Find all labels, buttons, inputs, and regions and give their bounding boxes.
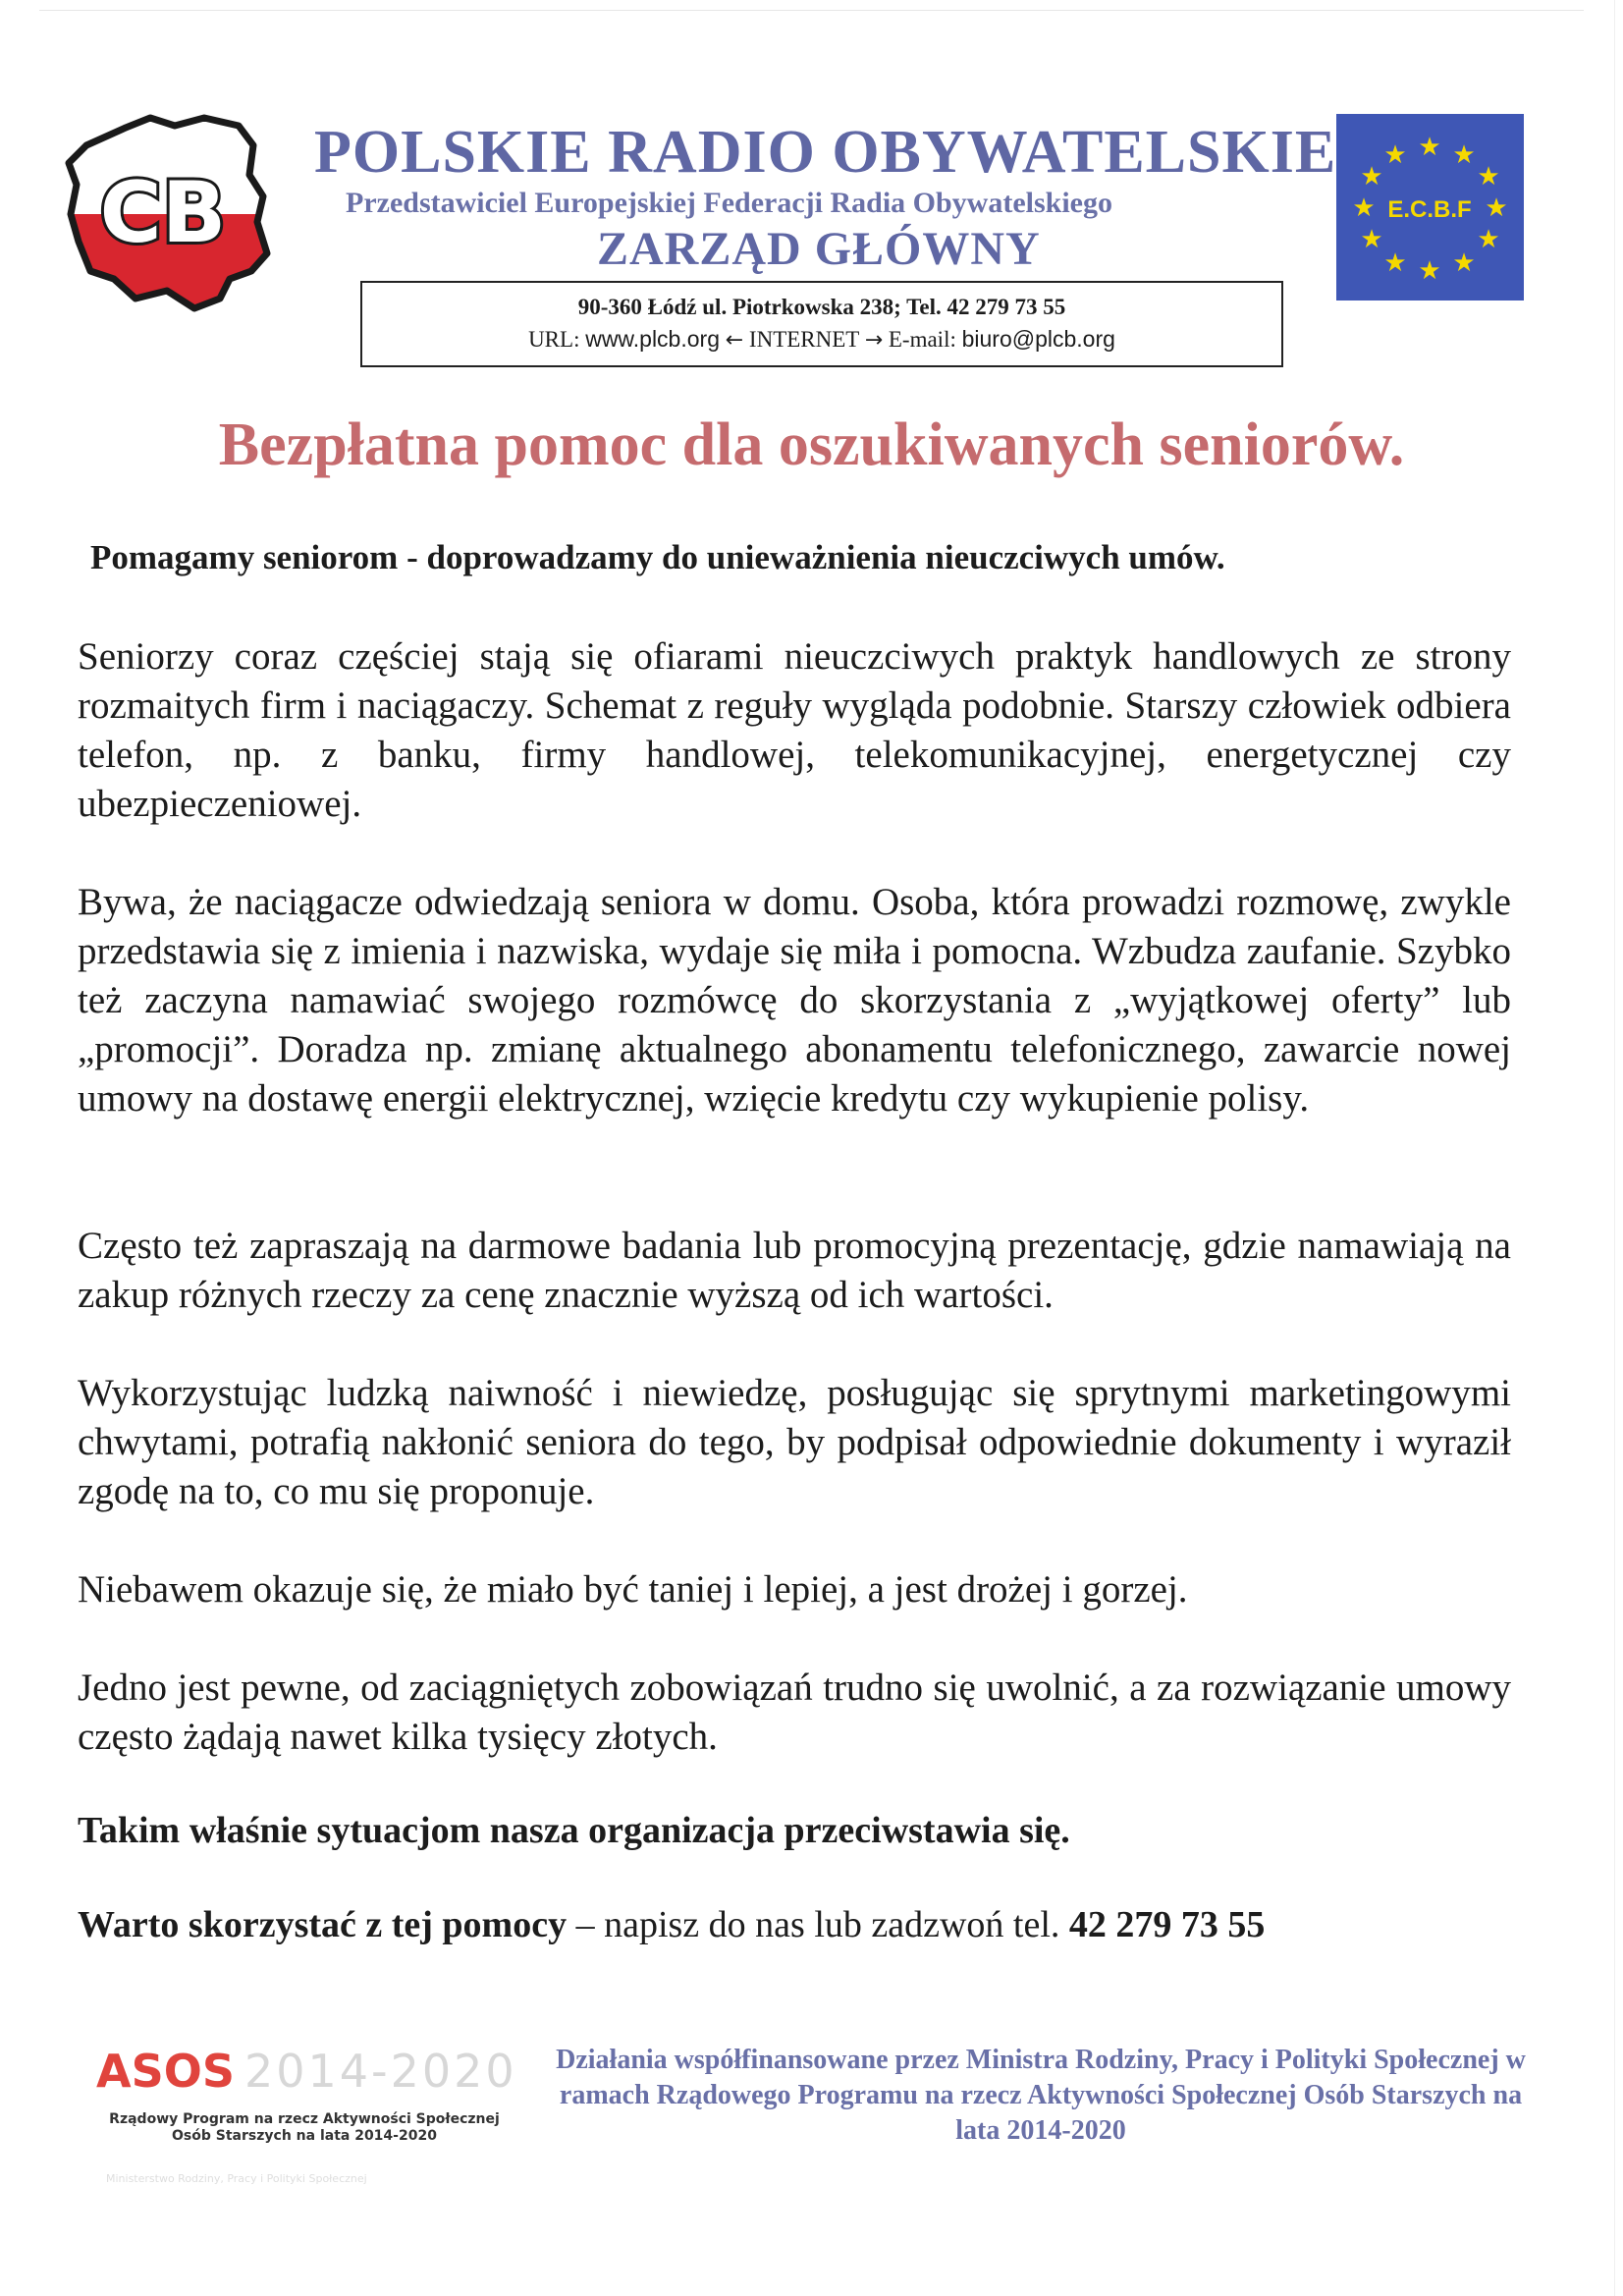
cb-logo-letters: CB — [99, 164, 227, 262]
top-rule — [39, 10, 1584, 11]
ecbf-flag-logo — [1336, 114, 1524, 301]
right-edge-rule — [1614, 0, 1615, 2296]
board-title: ZARZĄD GŁÓWNY — [597, 223, 1041, 275]
asos-logo — [96, 2045, 517, 2098]
address-box — [360, 281, 1283, 367]
email-label: E-mail: — [888, 327, 956, 352]
svg-text:★: ★ — [1452, 248, 1476, 278]
subheadline: Pomagamy seniorom - doprowadzamy do unieważnienia nieuczciwych umów. — [90, 538, 1225, 576]
paragraph-5: Niebawem okazuje się, że miało być taniej i lepiej, a jest drożej i gorzej. — [78, 1568, 1188, 1611]
contact-middle: – napisz do nas lub zadzwoń tel. — [567, 1904, 1069, 1945]
cb-poland-logo — [57, 106, 273, 322]
headline: Bezpłatna pomoc dla oszukiwanych seniorów. — [218, 411, 1405, 478]
left-arrow-icon: ← — [725, 328, 744, 353]
svg-text:★: ★ — [1477, 162, 1500, 191]
svg-text:★: ★ — [1485, 193, 1508, 223]
ecbf-text: E.C.B.F — [1387, 196, 1472, 223]
paragraph-2: Bywa, że naciągacze odwiedzają seniora w domu. Osoba, która prowadzi rozmowę, zwykle przedstawia się z imienia i nazwiska, wydaje się miła i pomocna. Wzbudza zaufanie. Szybko też zaczyna namawiać swojego rozmówcę do skorzystania z „wyjątkowej oferty” lub „promocji”. Doradza np. zmianę aktualnego abonamentu telefonicznego, zawarcie nowej umowy na dostawę energii elektrycznej, wzięcie kredytu czy wykupienie polisy. — [78, 881, 1511, 1120]
paragraph-6: Jedno jest pewne, od zaciągniętych zobowiązań trudno się uwolnić, a za rozwiązanie umowy często żądają nawet kilka tysięcy złotych. — [78, 1667, 1511, 1758]
email-link[interactable]: biuro@plcb.org — [961, 326, 1115, 352]
svg-text:★: ★ — [1383, 140, 1407, 170]
svg-text:★: ★ — [1452, 140, 1476, 170]
address-line: 90-360 Łódź ul. Piotrkowska 238; Tel. 42 279 73 55 — [577, 295, 1066, 319]
svg-text:★: ★ — [1383, 248, 1407, 278]
asos-word: ASOS — [96, 2045, 235, 2098]
svg-text:★: ★ — [1360, 225, 1383, 254]
org-title: POLSKIE RADIO OBYWATELSKIE — [314, 119, 1337, 186]
contact-call — [78, 1903, 1511, 1946]
asos-ministry: Ministerstwo Rodziny, Pracy i Polityki Społecznej — [106, 2172, 367, 2185]
svg-text:★: ★ — [1418, 133, 1441, 162]
org-subtitle: Przedstawiciel Europejskiej Federacji Radia Obywatelskiego — [346, 187, 1112, 219]
paragraph-4: Wykorzystując ludzką naiwność i niewiedzę, posługując się sprytnymi marketingowymi chwytami, potrafią nakłonić seniora do tego, by podpisał odpowiednie dokumenty i wyraził zgodę na to, co mu się proponuje. — [78, 1372, 1511, 1512]
contact-phone[interactable]: 42 279 73 55 — [1068, 1904, 1266, 1945]
contact-line — [362, 326, 1281, 353]
internet-label: INTERNET — [748, 327, 859, 352]
website-link[interactable]: www.plcb.org — [585, 326, 720, 352]
svg-text:★: ★ — [1418, 256, 1441, 286]
paragraph-3: Często też zapraszają na darmowe badania lub promocyjną prezentację, gdzie namawiają na zakup różnych rzeczy za cenę znacznie wyższą od ich wartości. — [78, 1225, 1511, 1316]
svg-text:★: ★ — [1352, 193, 1376, 223]
url-label: URL: — [528, 327, 580, 352]
right-arrow-icon: → — [864, 328, 884, 353]
cofinancing-note: Działania współfinansowane przez Ministra Rodziny, Pracy i Polityki Społecznej w ramach Rządowego Programu na rzecz Aktywności Społecznej Osób Starszych na lata 2014-2020 — [556, 2045, 1526, 2146]
svg-text:★: ★ — [1360, 162, 1383, 191]
closing-statement: Takim właśnie sytuacjom nasza organizacja przeciwstawia się. — [78, 1810, 1070, 1851]
asos-years: 2014-2020 — [243, 2045, 517, 2098]
svg-text:★: ★ — [1477, 225, 1500, 254]
contact-lead: Warto skorzystać z tej pomocy — [78, 1904, 568, 1945]
asos-program: Rządowy Program na rzecz Aktywności Społecznej Osób Starszych na lata 2014-2020 — [109, 2111, 500, 2144]
paragraph-1: Seniorzy coraz częściej stają się ofiarami nieuczciwych praktyk handlowych ze strony rozmaitych firm i naciągaczy. Schemat z reguły wygląda podobnie. Starszy człowiek odbiera telefon, np. z banku, firmy handlowej, telekomunikacyjnej, energetycznej czy ubezpieczeniowej. — [78, 635, 1511, 825]
